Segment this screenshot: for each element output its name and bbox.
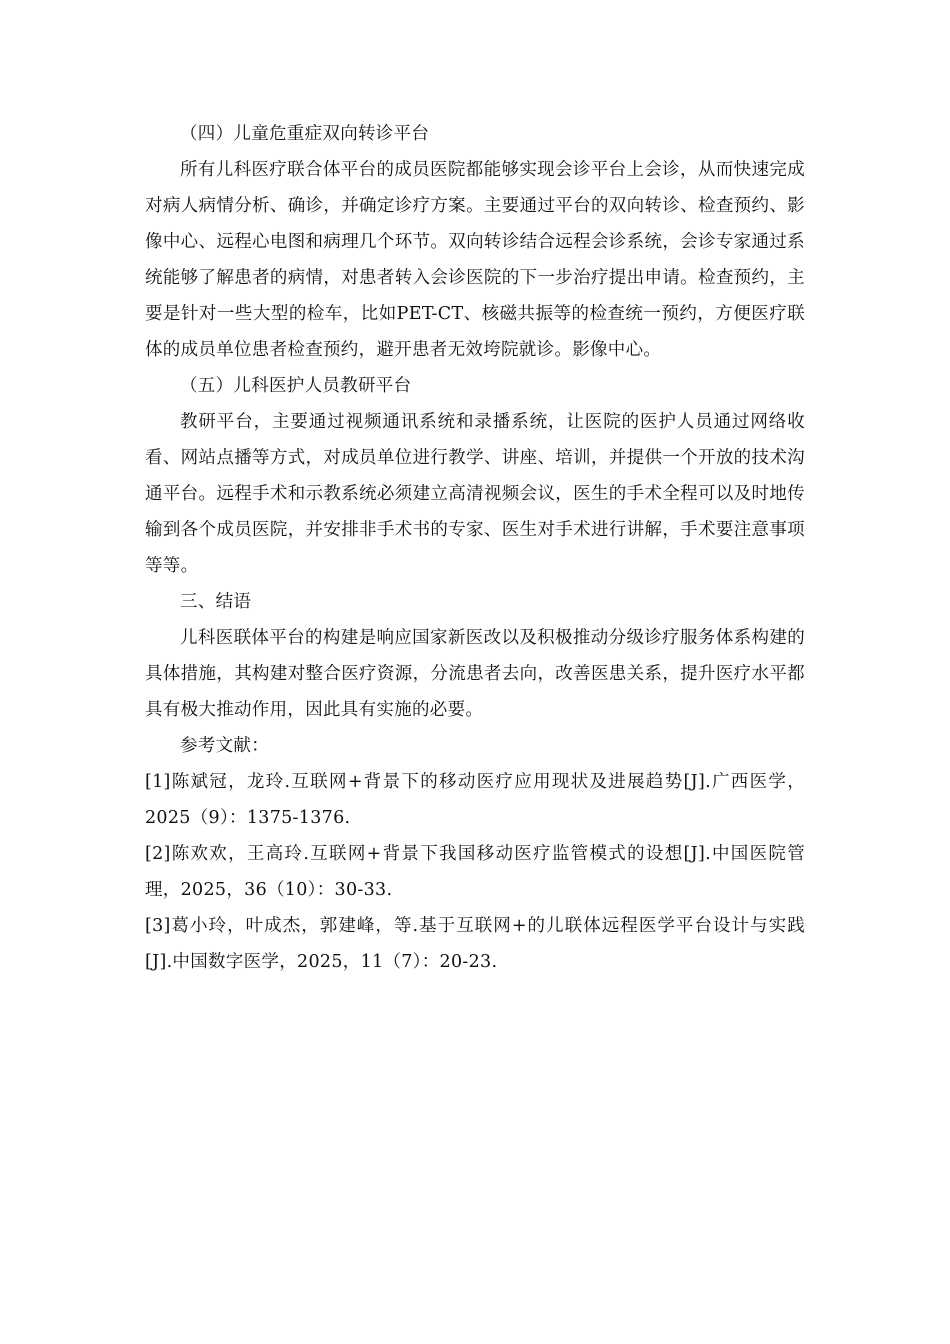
reference-item-3: [3]葛小玲，叶成杰，郭建峰，等.基于互联网+的儿联体远程医学平台设计与实践[J].中国数字医学，2025，11（7）：20-23. [145,916,805,972]
paragraph-referral-platform: 所有儿科医疗联合体平台的成员医院都能够实现会诊平台上会诊，从而快速完成对病人病情分析、确诊，并确定诊疗方案。主要通过平台的双向转诊、检查预约、影像中心、远程心电图和病理几个环节。双向转诊结合远程会诊系统，会诊专家通过系统能够了解患者的病情，对患者转入会诊医院的下一步治疗提出申请。检查预约，主要是针对一些大型的检车，比如PET-CT、核磁共振等的检查统一预约，方便医疗联体的成员单位患者检查预约，避开患者无效垮院就诊。影像中心。 [145,160,805,360]
references-heading: 参考文献： [180,736,269,756]
section-heading-referral-platform: （四）儿童危重症双向转诊平台 [180,124,430,144]
document-page [145,116,805,980]
reference-item-2: [2]陈欢欢，王高玲.互联网+背景下我国移动医疗监管模式的设想[J].中国医院管理，2025，36（10）：30-33. [145,844,805,900]
section-heading-conclusion: 三、结语 [180,592,252,612]
paragraph-conclusion: 儿科医联体平台的构建是响应国家新医改以及积极推动分级诊疗服务体系构建的具体措施，其构建对整合医疗资源，分流患者去向，改善医患关系，提升医疗水平都具有极大推动作用，因此具有实施的必要。 [145,628,805,720]
reference-item-1: [1]陈斌冠，龙玲.互联网+背景下的移动医疗应用现状及进展趋势[J].广西医学，2025（9）：1375-1376. [145,772,805,828]
paragraph-teaching-platform: 教研平台，主要通过视频通讯系统和录播系统，让医院的医护人员通过网络收看、网站点播等方式，对成员单位进行教学、讲座、培训，并提供一个开放的技术沟通平台。远程手术和示教系统必须建立高清视频会议，医生的手术全程可以及时地传输到各个成员医院，并安排非手术书的专家、医生对手术进行讲解，手术要注意事项等等。 [145,412,805,576]
section-heading-teaching-platform: （五）儿科医护人员教研平台 [180,376,412,396]
